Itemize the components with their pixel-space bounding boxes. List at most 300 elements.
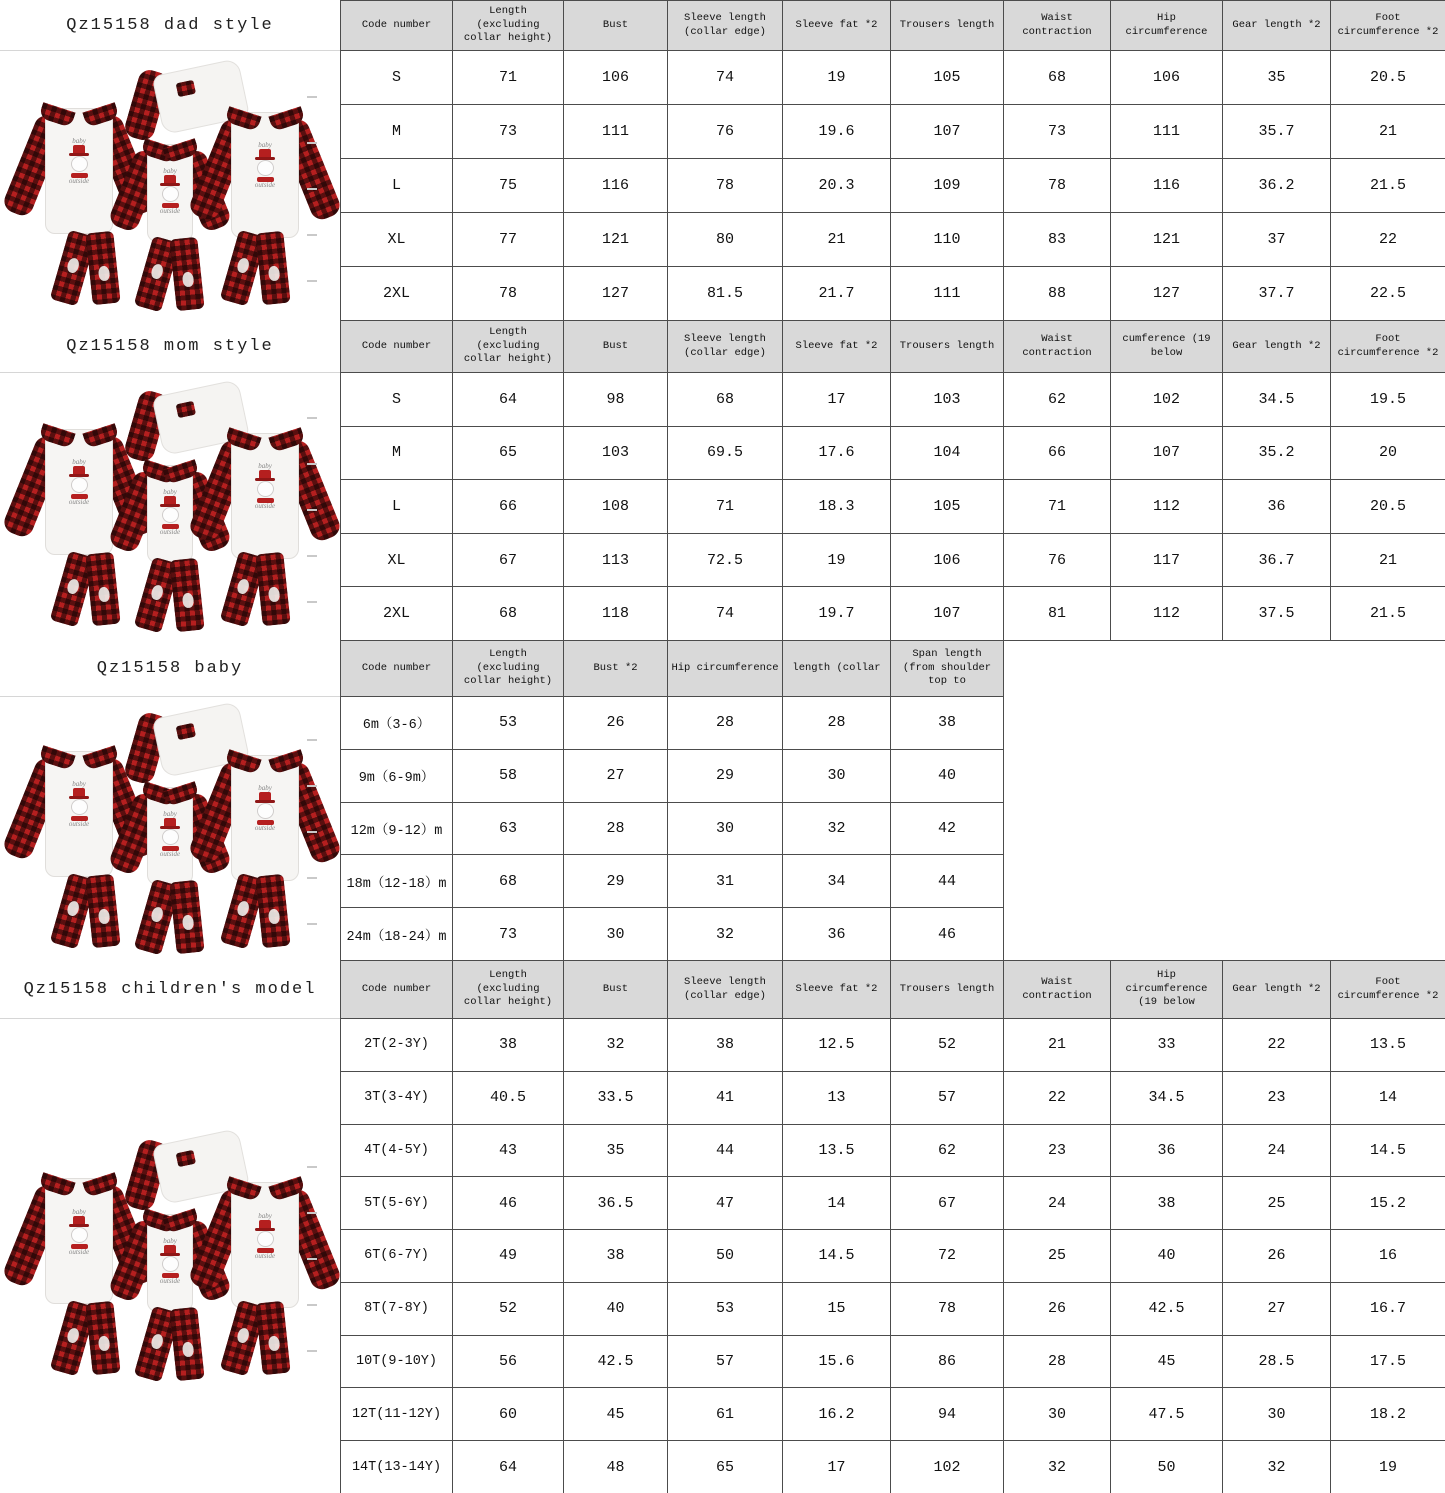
data-cell: 44	[668, 1125, 783, 1178]
data-cell: 48	[564, 1441, 668, 1493]
left-column-baby	[0, 640, 340, 960]
row-label-cell: 10T(9-10Y)	[341, 1336, 453, 1389]
data-cell: 15.2	[1331, 1177, 1445, 1230]
data-cell: 88	[1004, 267, 1111, 321]
data-cell: 26	[1004, 1283, 1111, 1336]
shirt-body	[231, 433, 299, 559]
snowman-hat-icon	[259, 470, 271, 479]
data-cell: 117	[1111, 534, 1223, 588]
data-cell: 28.5	[1223, 1336, 1331, 1389]
header-cell: Sleeve fat *2	[783, 321, 891, 373]
data-cell: 52	[891, 1019, 1004, 1072]
data-cell: 28	[668, 697, 783, 750]
data-cell: 32	[1223, 1441, 1331, 1493]
data-cell: 73	[1004, 105, 1111, 159]
data-cell: 42.5	[564, 1336, 668, 1389]
header-cell: Foot circumference *2	[1331, 321, 1445, 373]
data-cell: 32	[1004, 1441, 1111, 1493]
data-cell: 19.7	[783, 587, 891, 641]
data-cell: 28	[1004, 1336, 1111, 1389]
plaid-pant-leg	[255, 230, 290, 305]
data-cell: 38	[668, 1019, 783, 1072]
row-label-cell: 4T(4-5Y)	[341, 1125, 453, 1178]
data-cell: 20.5	[1331, 480, 1445, 534]
data-cell: 102	[1111, 373, 1223, 427]
pajama-pants	[139, 238, 209, 316]
reindeer-print-icon	[182, 1341, 195, 1357]
row-label-cell: 12m（9-12）m	[341, 803, 453, 856]
data-cell: 30	[783, 750, 891, 803]
plaid-pant-leg	[169, 1307, 204, 1382]
pajama-pants	[55, 1302, 125, 1380]
data-cell: 53	[668, 1283, 783, 1336]
data-cell: 102	[891, 1441, 1004, 1493]
data-cell: 78	[668, 159, 783, 213]
data-cell: 14.5	[1331, 1125, 1445, 1178]
data-cell: 78	[453, 267, 564, 321]
header-cell: Waist contraction	[1004, 1, 1111, 51]
size-table-dad	[340, 0, 1445, 321]
reindeer-print-icon	[98, 1335, 111, 1351]
data-cell: 34	[783, 855, 891, 908]
reindeer-print-icon	[236, 899, 251, 916]
data-cell: 65	[668, 1441, 783, 1493]
data-cell: 16.7	[1331, 1283, 1445, 1336]
data-cell: 116	[1111, 159, 1223, 213]
data-cell: 36	[1223, 480, 1331, 534]
photo-area	[0, 373, 340, 640]
reindeer-print-icon	[268, 265, 281, 281]
snowman-hat-icon	[73, 1216, 85, 1225]
data-cell: 107	[891, 587, 1004, 641]
row-label-cell: L	[341, 159, 453, 213]
data-cell: 47.5	[1111, 1388, 1223, 1441]
data-cell: 26	[564, 697, 668, 750]
data-cell: 21	[1331, 105, 1445, 159]
snowman-head-icon	[71, 156, 88, 172]
snowman-head-icon	[257, 803, 274, 819]
snowman-hat-icon	[73, 466, 85, 475]
data-cell: 116	[564, 159, 668, 213]
data-cell: 80	[668, 213, 783, 267]
pajama-pants	[139, 1308, 209, 1386]
data-cell: 81.5	[668, 267, 783, 321]
data-cell: 66	[1004, 427, 1111, 481]
snowman-graphic-icon: baby outside	[159, 487, 181, 536]
data-cell: 13.5	[783, 1125, 891, 1178]
data-cell: 118	[564, 587, 668, 641]
table-wrap	[340, 320, 1445, 640]
data-cell: 71	[668, 480, 783, 534]
plaid-pant-leg	[255, 873, 290, 948]
data-cell: 26	[1223, 1230, 1331, 1283]
snowman-graphic-icon: baby outside	[68, 458, 90, 507]
header-cell: Trousers length	[891, 1, 1004, 51]
data-cell: 31	[668, 855, 783, 908]
data-cell: 19	[783, 534, 891, 588]
data-cell: 30	[1223, 1388, 1331, 1441]
header-cell: Waist contraction	[1004, 961, 1111, 1019]
plaid-pant-leg	[85, 230, 120, 305]
data-cell: 18.3	[783, 480, 891, 534]
snowman-hat-icon	[164, 496, 176, 505]
data-cell: 15	[783, 1283, 891, 1336]
row-label-cell: S	[341, 373, 453, 427]
snowman-head-icon	[71, 477, 88, 493]
snowman-graphic-icon: baby outside	[159, 1237, 181, 1286]
snowman-hat-icon	[73, 788, 85, 797]
data-cell: 27	[564, 750, 668, 803]
data-cell: 71	[1004, 480, 1111, 534]
data-cell: 78	[891, 1283, 1004, 1336]
shirt-body	[147, 1214, 193, 1312]
plaid-pant-leg	[169, 557, 204, 632]
photo-area	[0, 697, 340, 960]
data-cell: 62	[891, 1125, 1004, 1178]
reindeer-print-icon	[268, 1335, 281, 1351]
data-cell: 121	[564, 213, 668, 267]
size-table-mom	[340, 320, 1445, 641]
row-label-cell: M	[341, 427, 453, 481]
data-cell: 76	[668, 105, 783, 159]
size-mark-dashes	[307, 417, 319, 603]
shirt-body	[147, 465, 193, 563]
data-cell: 37	[1223, 213, 1331, 267]
header-cell: Hip circumference	[1111, 1, 1223, 51]
row-label-cell: L	[341, 480, 453, 534]
data-cell: 103	[564, 427, 668, 481]
header-cell: Gear length *2	[1223, 321, 1331, 373]
data-cell: 71	[453, 51, 564, 105]
data-cell: 73	[453, 105, 564, 159]
data-cell: 46	[891, 908, 1004, 961]
data-cell: 106	[891, 534, 1004, 588]
data-cell: 30	[564, 908, 668, 961]
data-cell: 21	[783, 213, 891, 267]
data-cell: 111	[891, 267, 1004, 321]
row-label-cell: 14T(13-14Y)	[341, 1441, 453, 1493]
header-cell: length (collar	[783, 641, 891, 697]
shirt-body	[147, 787, 193, 885]
snowman-head-icon	[162, 1256, 179, 1272]
data-cell: 30	[668, 803, 783, 856]
data-cell: 21.5	[1331, 159, 1445, 213]
data-cell: 113	[564, 534, 668, 588]
snowman-head-icon	[257, 481, 274, 497]
data-cell: 60	[453, 1388, 564, 1441]
reindeer-print-icon	[236, 1327, 251, 1344]
photo-area	[0, 1019, 340, 1493]
header-cell: Sleeve length (collar edge)	[668, 961, 783, 1019]
row-label-cell: 5T(5-6Y)	[341, 1177, 453, 1230]
data-cell: 67	[453, 534, 564, 588]
data-cell: 49	[453, 1230, 564, 1283]
snowman-head-icon	[257, 160, 274, 176]
header-cell: Foot circumference *2	[1331, 1, 1445, 51]
data-cell: 35.7	[1223, 105, 1331, 159]
data-cell: 36.2	[1223, 159, 1331, 213]
data-cell: 22	[1223, 1019, 1331, 1072]
section-mom	[0, 320, 1445, 640]
data-cell: 98	[564, 373, 668, 427]
snowman-head-icon	[162, 829, 179, 845]
row-label-cell: 24m（18-24）m	[341, 908, 453, 961]
data-cell: 111	[564, 105, 668, 159]
reindeer-print-icon	[268, 586, 281, 602]
data-cell: 106	[1111, 51, 1223, 105]
pajama-pants	[55, 875, 125, 953]
data-cell: 81	[1004, 587, 1111, 641]
snowman-hat-icon	[73, 145, 85, 154]
data-cell: 16.2	[783, 1388, 891, 1441]
header-cell: Trousers length	[891, 321, 1004, 373]
data-cell: 17	[783, 373, 891, 427]
data-cell: 64	[453, 373, 564, 427]
data-cell: 76	[1004, 534, 1111, 588]
data-cell: 13	[783, 1072, 891, 1125]
data-cell: 28	[564, 803, 668, 856]
data-cell: 50	[668, 1230, 783, 1283]
snowman-hat-icon	[259, 1220, 271, 1229]
snowman-head-icon	[71, 1227, 88, 1243]
header-cell: Bust	[564, 1, 668, 51]
snowman-graphic-icon: baby outside	[159, 809, 181, 858]
reindeer-print-icon	[66, 256, 81, 273]
data-cell: 15.6	[783, 1336, 891, 1389]
snowman-hat-icon	[164, 818, 176, 827]
header-cell: Length (excluding collar height)	[453, 641, 564, 697]
data-cell: 22	[1331, 213, 1445, 267]
header-cell: Sleeve length (collar edge)	[668, 321, 783, 373]
data-cell: 52	[453, 1283, 564, 1336]
data-cell: 40	[891, 750, 1004, 803]
header-cell: Code number	[341, 641, 453, 697]
data-cell: 17	[783, 1441, 891, 1493]
plaid-pant-leg	[169, 879, 204, 954]
header-cell: Foot circumference *2	[1331, 961, 1445, 1019]
data-cell: 127	[1111, 267, 1223, 321]
size-mark-dashes	[307, 96, 319, 282]
data-cell: 22	[1004, 1072, 1111, 1125]
data-cell: 50	[1111, 1441, 1223, 1493]
plaid-pant-leg	[255, 1301, 290, 1376]
reindeer-print-icon	[182, 914, 195, 930]
data-cell: 32	[564, 1019, 668, 1072]
data-cell: 38	[1111, 1177, 1223, 1230]
data-cell: 62	[1004, 373, 1111, 427]
data-cell: 42.5	[1111, 1283, 1223, 1336]
data-cell: 45	[564, 1388, 668, 1441]
reindeer-print-icon	[66, 899, 81, 916]
data-cell: 41	[668, 1072, 783, 1125]
data-cell: 68	[453, 855, 564, 908]
reindeer-print-icon	[150, 583, 165, 600]
left-column-dad	[0, 0, 340, 320]
photo-area	[0, 51, 340, 320]
header-cell: Sleeve length (collar edge)	[668, 1, 783, 51]
snowman-hat-icon	[164, 1245, 176, 1254]
data-cell: 25	[1223, 1177, 1331, 1230]
pajama-pants	[225, 875, 295, 953]
data-cell: 17.5	[1331, 1336, 1445, 1389]
snowman-graphic-icon: baby outside	[68, 137, 90, 186]
data-cell: 14	[783, 1177, 891, 1230]
data-cell: 36.5	[564, 1177, 668, 1230]
data-cell: 104	[891, 427, 1004, 481]
data-cell: 28	[783, 697, 891, 750]
data-cell: 21.5	[1331, 587, 1445, 641]
reindeer-print-icon	[182, 592, 195, 608]
row-label-cell: 9m（6-9m）	[341, 750, 453, 803]
data-cell: 68	[668, 373, 783, 427]
data-cell: 37.5	[1223, 587, 1331, 641]
pajama-top	[213, 1182, 317, 1314]
data-cell: 40.5	[453, 1072, 564, 1125]
data-cell: 112	[1111, 587, 1223, 641]
header-cell: Length (excluding collar height)	[453, 961, 564, 1019]
data-cell: 13.5	[1331, 1019, 1445, 1072]
product-photo	[17, 703, 323, 955]
section-baby	[0, 640, 1445, 960]
shirt-body	[45, 1178, 113, 1304]
pajama-pants	[55, 232, 125, 310]
row-label-cell: 2XL	[341, 587, 453, 641]
header-cell: Waist contraction	[1004, 321, 1111, 373]
row-label-cell: 6T(6-7Y)	[341, 1230, 453, 1283]
data-cell: 107	[1111, 427, 1223, 481]
data-cell: 77	[453, 213, 564, 267]
data-cell: 30	[1004, 1388, 1111, 1441]
data-cell: 36	[783, 908, 891, 961]
header-cell: Code number	[341, 321, 453, 373]
data-cell: 24	[1223, 1125, 1331, 1178]
row-label-cell: XL	[341, 534, 453, 588]
data-cell: 66	[453, 480, 564, 534]
data-cell: 57	[891, 1072, 1004, 1125]
snowman-head-icon	[257, 1231, 274, 1247]
header-cell: Length (excluding collar height)	[453, 1, 564, 51]
reindeer-print-icon	[236, 256, 251, 273]
data-cell: 40	[564, 1283, 668, 1336]
data-cell: 44	[891, 855, 1004, 908]
left-column-mom	[0, 320, 340, 640]
data-cell: 22.5	[1331, 267, 1445, 321]
data-cell: 109	[891, 159, 1004, 213]
data-cell: 68	[453, 587, 564, 641]
data-cell: 112	[1111, 480, 1223, 534]
section-title: Qz15158 children's model	[0, 960, 340, 1019]
product-photo	[17, 1130, 323, 1382]
reindeer-print-icon	[268, 908, 281, 924]
plaid-pant-leg	[85, 551, 120, 626]
data-cell: 34.5	[1223, 373, 1331, 427]
snowman-hat-icon	[164, 175, 176, 184]
data-cell: 33.5	[564, 1072, 668, 1125]
data-cell: 40	[1111, 1230, 1223, 1283]
snowman-head-icon	[162, 507, 179, 523]
data-cell: 107	[891, 105, 1004, 159]
section-children	[0, 960, 1445, 1493]
data-cell: 12.5	[783, 1019, 891, 1072]
section-dad	[0, 0, 1445, 320]
data-cell: 25	[1004, 1230, 1111, 1283]
row-label-cell: 18m（12-18）m	[341, 855, 453, 908]
data-cell: 32	[783, 803, 891, 856]
data-cell: 56	[453, 1336, 564, 1389]
row-label-cell: XL	[341, 213, 453, 267]
data-cell: 16	[1331, 1230, 1445, 1283]
data-cell: 35	[564, 1125, 668, 1178]
data-cell: 94	[891, 1388, 1004, 1441]
shirt-body	[231, 112, 299, 238]
header-cell: Sleeve fat *2	[783, 961, 891, 1019]
snowman-graphic-icon: baby outside	[254, 141, 276, 190]
header-cell: Gear length *2	[1223, 1, 1331, 51]
data-cell: 21	[1004, 1019, 1111, 1072]
data-cell: 19.6	[783, 105, 891, 159]
data-cell: 68	[1004, 51, 1111, 105]
data-cell: 34.5	[1111, 1072, 1223, 1125]
size-table-baby	[340, 640, 1004, 961]
shirt-body	[231, 755, 299, 881]
shirt-body	[45, 108, 113, 234]
row-label-cell: 12T(11-12Y)	[341, 1388, 453, 1441]
pajama-top	[213, 755, 317, 887]
data-cell: 23	[1223, 1072, 1331, 1125]
data-cell: 36	[1111, 1125, 1223, 1178]
pajama-pants	[225, 1302, 295, 1380]
header-cell: Code number	[341, 961, 453, 1019]
header-cell: Span length (from shoulder top to	[891, 641, 1004, 697]
pajama-pants	[55, 553, 125, 631]
row-label-cell: 3T(3-4Y)	[341, 1072, 453, 1125]
romper-graphic	[176, 722, 197, 739]
pajama-top	[213, 112, 317, 244]
reindeer-print-icon	[150, 1333, 165, 1350]
data-cell: 21.7	[783, 267, 891, 321]
data-cell: 45	[1111, 1336, 1223, 1389]
data-cell: 69.5	[668, 427, 783, 481]
snowman-graphic-icon: baby outside	[254, 784, 276, 833]
row-label-cell: 6m（3-6）	[341, 697, 453, 750]
snowman-hat-icon	[259, 792, 271, 801]
data-cell: 20	[1331, 427, 1445, 481]
shirt-body	[45, 751, 113, 877]
data-cell: 38	[453, 1019, 564, 1072]
snowman-graphic-icon: baby outside	[68, 1207, 90, 1256]
row-label-cell: M	[341, 105, 453, 159]
snowman-graphic-icon: baby outside	[159, 166, 181, 215]
snowman-graphic-icon: baby outside	[254, 1211, 276, 1260]
header-cell: Bust	[564, 961, 668, 1019]
row-label-cell: 2T(2-3Y)	[341, 1019, 453, 1072]
pajama-pants	[139, 559, 209, 637]
romper-graphic	[176, 79, 197, 96]
data-cell: 33	[1111, 1019, 1223, 1072]
pajama-top	[213, 433, 317, 565]
data-cell: 29	[668, 750, 783, 803]
size-table-children	[340, 960, 1445, 1493]
data-cell: 20.5	[1331, 51, 1445, 105]
reindeer-print-icon	[98, 908, 111, 924]
data-cell: 105	[891, 51, 1004, 105]
data-cell: 58	[453, 750, 564, 803]
data-cell: 111	[1111, 105, 1223, 159]
header-cell: Sleeve fat *2	[783, 1, 891, 51]
snowman-hat-icon	[259, 149, 271, 158]
data-cell: 74	[668, 587, 783, 641]
data-cell: 35.2	[1223, 427, 1331, 481]
